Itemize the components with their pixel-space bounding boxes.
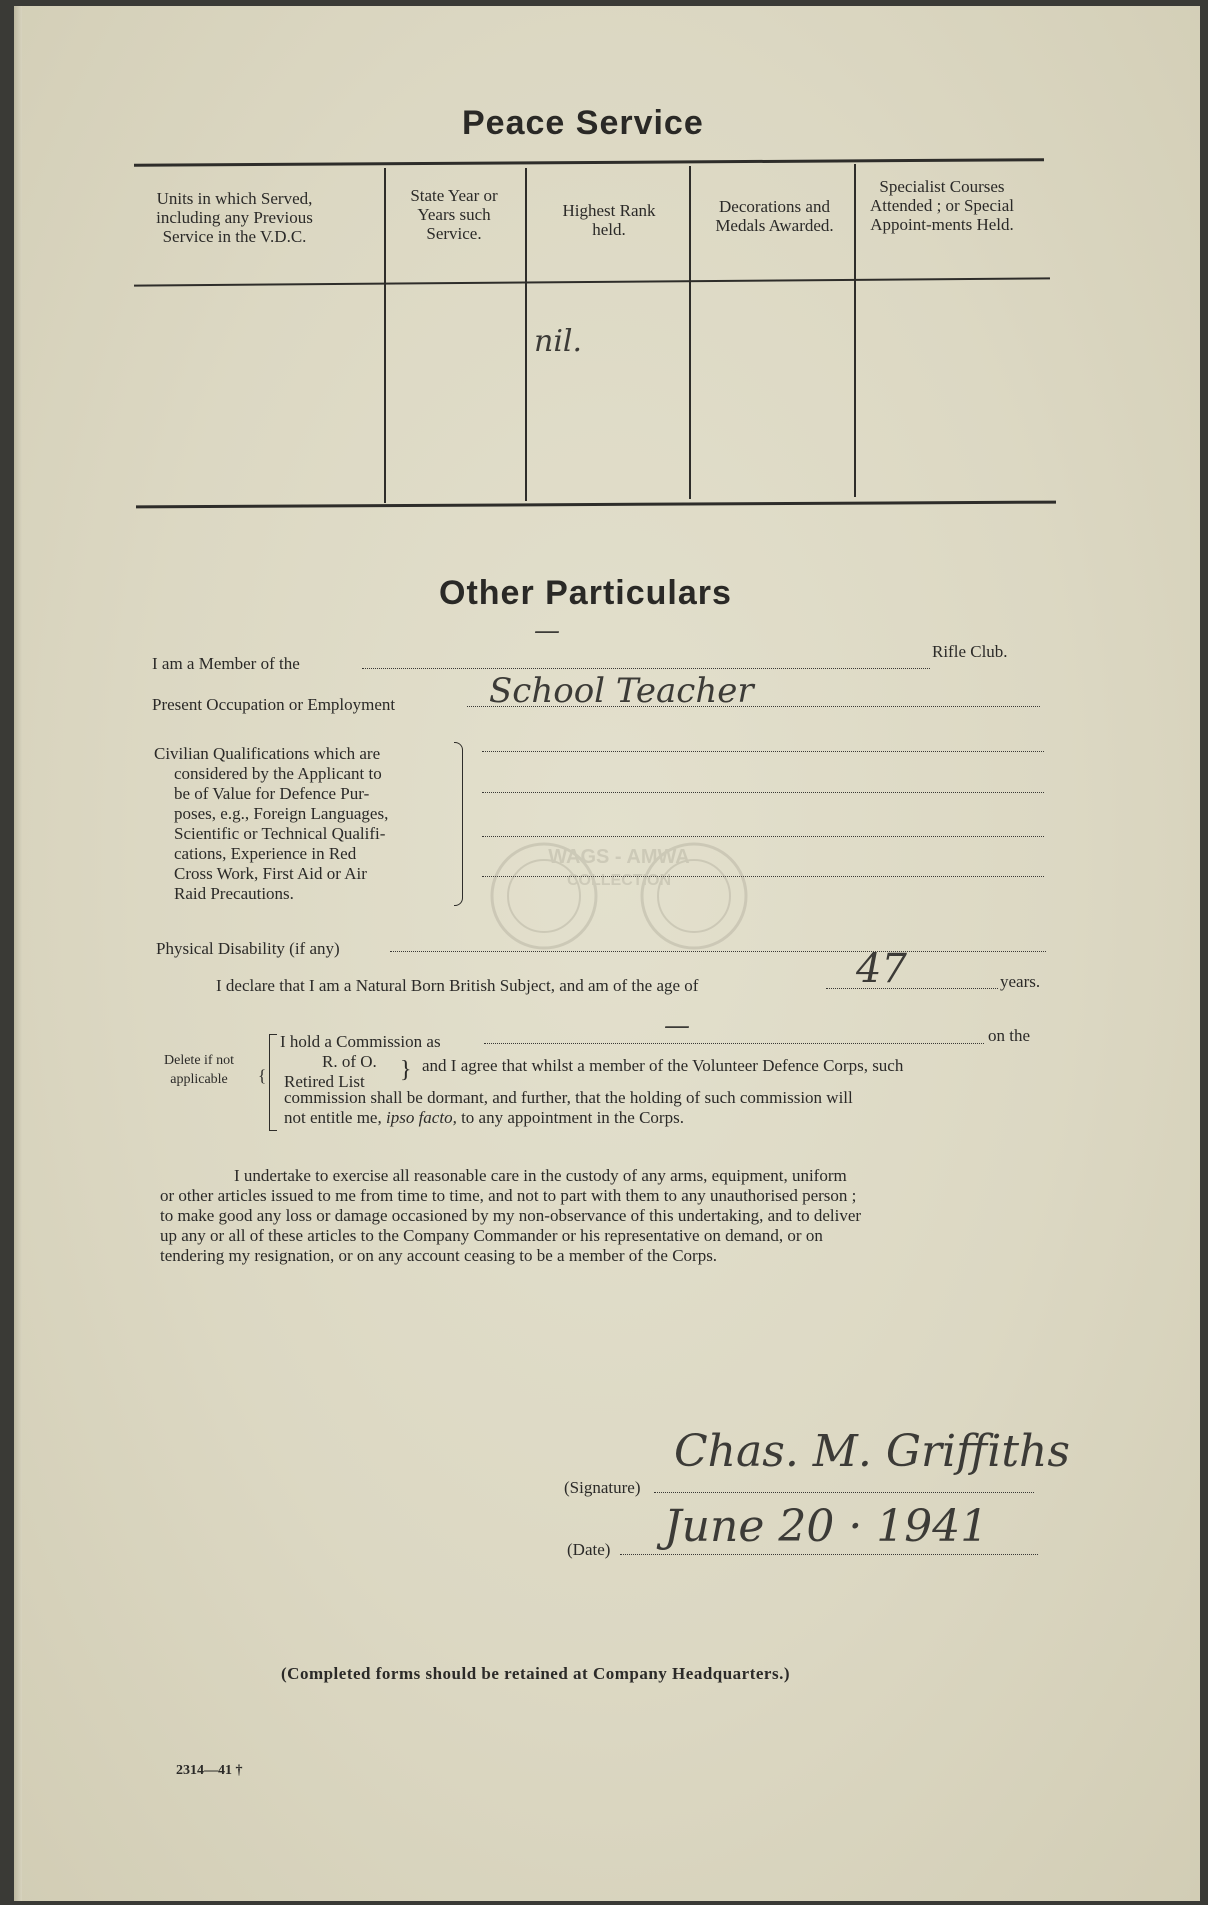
agree-line-3-italic: ipso facto,	[385, 1108, 457, 1127]
years-label: years.	[1000, 972, 1041, 991]
signature-dots	[654, 1492, 1034, 1493]
qualifications-line-1: Civilian Qualifications which are	[154, 744, 381, 763]
other-particulars-title: Other Particulars	[439, 574, 732, 612]
rofo-label: R. of O.	[322, 1052, 377, 1071]
member-dots	[362, 668, 930, 669]
member-label: I am a Member of the	[152, 654, 300, 673]
agree-line-3	[284, 1108, 684, 1128]
qualifications-dots-1	[482, 751, 1044, 752]
date-value: June 20 · 1941	[664, 1501, 989, 1552]
form-number: 2314—41 †	[176, 1763, 243, 1778]
delete-note-text: Delete if not applicable	[164, 1053, 234, 1087]
retired-list-label: Retired List	[284, 1072, 365, 1091]
signature-label: (Signature)	[564, 1478, 641, 1497]
commission-label: I hold a Commission as	[280, 1032, 441, 1051]
watermark-line-2: COLLECTION	[567, 872, 671, 889]
footer-note: (Completed forms should be retained at Company Headquarters.)	[281, 1664, 791, 1683]
declaration-text: I declare that I am a Natural Born British Subject, and am of the age of	[216, 976, 699, 995]
on-the-label: on the	[988, 1026, 1031, 1045]
form-page	[14, 6, 1200, 1901]
occupation-value: School Teacher	[489, 671, 754, 711]
peace-service-title: Peace Service	[462, 104, 704, 142]
agree-line-3-prefix: not entitle me,	[284, 1108, 382, 1127]
delete-note	[154, 1051, 244, 1089]
collection-watermark	[484, 841, 754, 951]
header-bottom-rule	[134, 277, 1050, 286]
agree-line-2: commission shall be dormant, and further, that the holding of such commission will	[284, 1088, 853, 1107]
undertake-line-5: tendering my resignation, or on any account ceasing to be a member of the Corps.	[160, 1246, 718, 1265]
disability-dots	[390, 951, 1046, 952]
commission-bracket	[269, 1034, 277, 1131]
qualifications-brace	[454, 742, 463, 906]
qualifications-line-4: poses, e.g., Foreign Languages,	[174, 804, 389, 823]
commission-dots	[484, 1043, 984, 1044]
qualifications-line-2: considered by the Applicant to	[174, 764, 382, 783]
rifle-club-label: Rifle Club.	[932, 642, 1008, 661]
header-units: Units in which Served, including any Previous Service in the V.D.C.	[156, 189, 313, 246]
commission-value: —	[664, 1011, 690, 1041]
delete-brace: {	[258, 1066, 267, 1085]
member-value: —	[534, 616, 560, 646]
qualifications-dots-3	[482, 836, 1044, 837]
date-dots	[620, 1554, 1038, 1555]
qualifications-line-6: cations, Experience in Red	[174, 844, 357, 863]
signature-value: Chas. M. Griffiths	[674, 1426, 1070, 1477]
agree-line-1: and I agree that whilst a member of the Volunteer Defence Corps, such	[422, 1056, 904, 1075]
col-divider-1	[384, 168, 386, 503]
header-decorations: Decorations and Medals Awarded.	[715, 197, 834, 235]
header-courses: Specialist Courses Attended ; or Special Appoint-ments Held.	[870, 177, 1014, 234]
retired-brace: }	[400, 1057, 412, 1083]
col-divider-3	[689, 166, 691, 499]
undertake-line-1: I undertake to exercise all reasonable care in the custody of any arms, equipment, uniform	[234, 1166, 847, 1185]
disability-label: Physical Disability (if any)	[156, 939, 340, 958]
col-divider-2	[525, 168, 527, 501]
qualifications-line-5: Scientific or Technical Qualifi-	[174, 824, 386, 843]
qualifications-line-8: Raid Precautions.	[174, 884, 294, 903]
undertake-line-4: up any or all of these articles to the Company Commander or his representative on demand, or on	[160, 1226, 823, 1245]
qualifications-line-7: Cross Work, First Aid or Air	[174, 864, 367, 883]
qualifications-line-3: be of Value for Defence Pur-	[174, 784, 370, 803]
occupation-label: Present Occupation or Employment	[152, 695, 396, 714]
header-years: State Year or Years such Service.	[410, 186, 498, 243]
header-rank: Highest Rank held.	[562, 201, 656, 239]
table-bottom-rule	[136, 501, 1056, 509]
undertake-line-3: to make good any loss or damage occasioned by my non-observance of this undertaking, and to deliver	[160, 1206, 862, 1225]
agree-line-3-suffix: to any appointment in the Corps.	[461, 1108, 684, 1127]
qualifications-dots-2	[482, 792, 1044, 793]
age-value: 47	[856, 946, 907, 992]
watermark-line-1: WAGS - AMWA	[548, 846, 690, 868]
undertake-line-2: or other articles issued to me from time to time, and not to part with them to any unauthorised person ;	[160, 1186, 857, 1205]
table-top-rule	[134, 158, 1044, 167]
rank-entry: nil.	[534, 324, 583, 359]
date-label: (Date)	[567, 1540, 611, 1559]
col-divider-4	[854, 164, 856, 497]
age-dots	[826, 988, 998, 989]
